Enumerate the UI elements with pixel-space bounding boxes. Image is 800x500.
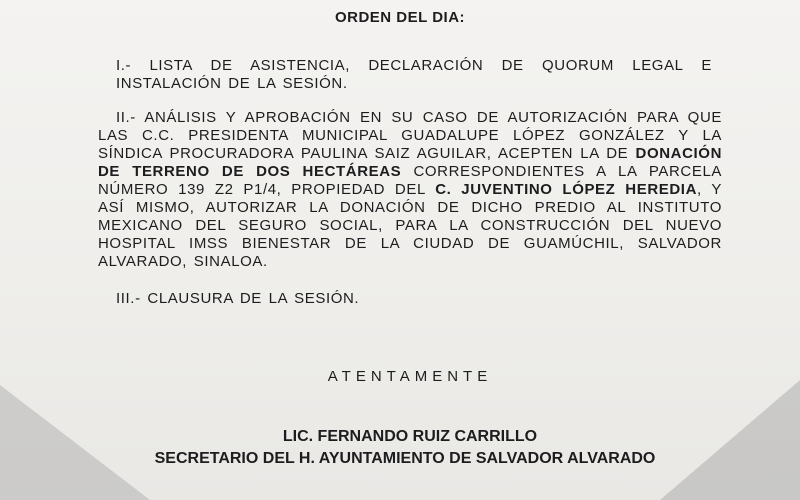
agenda-item-3: III.- CLAUSURA DE LA SESIÓN.: [116, 290, 360, 307]
signatory-name: LIC. FERNANDO RUIZ CARRILLO: [282, 428, 538, 445]
agenda-item-1: I.- LISTA DE ASISTENCIA, DECLARACIÓN DE QUORUM LEGAL E INSTALACIÓN DE LA SESIÓN.: [116, 57, 712, 92]
agenda-item-2: [98, 109, 722, 271]
owner-name-emphasis: C. JUVENTINO LÓPEZ HEREDIA: [435, 181, 698, 198]
closing-salutation: ATENTAMENTE: [327, 368, 493, 385]
agenda-item-2-text: CORRESPONDIENTES A LA PARCELA NÚMERO 139 Z2 P1/4, PROPIEDAD DEL: [98, 163, 722, 198]
agenda-item-2-text: , Y ASÍ MISMO, AUTORIZAR LA DONACIÓN DE DICHO PREDIO AL INSTITUTO MEXICANO DEL SEGURO SOCIAL, PARA LA CONSTRUCCIÓN DEL NUEVO HOSPITAL IMSS BIENESTAR DE LA CIUDAD DE GUAMÚCHIL, SALVADOR ALVARADO, SINALOA.: [98, 181, 722, 270]
agenda-item-2-text: II.- ANÁLISIS Y APROBACIÓN EN SU CASO DE AUTORIZACIÓN PARA QUE LAS C.C. PRESIDENTA MUNICIPAL GUADALUPE LÓPEZ GONZÁLEZ Y LA SÍNDICA PROCURADORA PAULINA SAIZ AGUILAR, ACEPTEN LA DE: [98, 109, 722, 162]
donation-emphasis: DONACIÓN DE TERRENO DE DOS HECTÁREAS: [98, 145, 722, 180]
signatory-title: SECRETARIO DEL H. AYUNTAMIENTO DE SALVADOR ALVARADO: [154, 450, 656, 467]
agenda-heading: ORDEN DEL DIA:: [334, 9, 466, 26]
